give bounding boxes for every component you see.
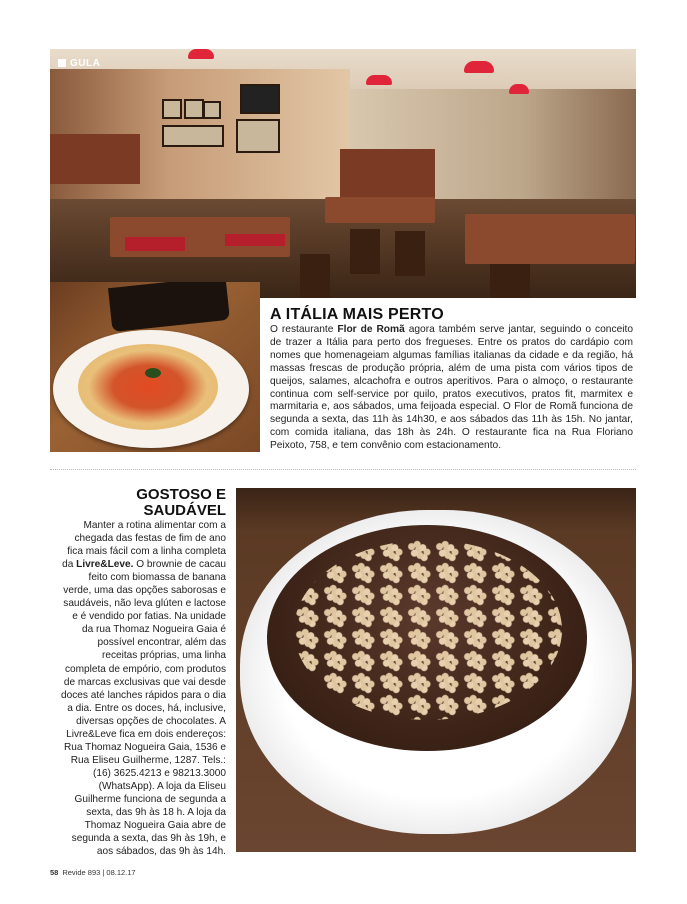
section-label <box>58 57 100 69</box>
ceiling-lamp <box>366 75 392 85</box>
wall-picture <box>184 99 204 119</box>
brownie-cake-photo <box>236 488 636 852</box>
restaurant-name: Flor de Romã <box>337 324 405 335</box>
section-square-icon <box>58 59 66 67</box>
table-runner <box>125 237 185 251</box>
article-intro: O restaurante <box>270 324 338 335</box>
wooden-cabinet <box>50 134 140 184</box>
pasta-dish-photo <box>50 282 260 452</box>
wall-picture <box>203 101 221 119</box>
tv-screen <box>240 84 280 114</box>
restaurant-interior-photo <box>50 49 636 298</box>
ceiling-lamp <box>464 61 494 73</box>
section-divider <box>50 469 636 470</box>
wall-picture <box>236 119 280 153</box>
article-text: agora também serve jantar, seguindo o conceito de trazer a Itália para perto dos fregueses. Entre os pratos do cardápio com nomes que homenageiam algumas famílias italianas da cidade e da região, há massas frescas de produção própria, além de uma pista com vários tipos de queijos, salames, alcachofra e outros aperitivos. Para o almoço, o restaurante continua com self-service por quilo, pratos executivos, pratos fit, marmitex e marmitaria e, aos sábados, uma feijoada especial. O Flor de Romã funciona de segunda a sexta, das 11h às 14h30, e aos sábados das 11h às 15h. No jantar, com comida italiana, das 18h às 24h. O restaurante fica na Rua Floriano Peixoto, 758, e tem convênio com estacionamento. <box>270 324 633 452</box>
dining-table <box>325 197 435 223</box>
article-body <box>60 519 226 858</box>
article-intro: Manter a rotina alimentar com a chegada das festas de fim de ano fica mais fácil com a linha completa da <box>62 520 226 571</box>
page-footer <box>50 868 136 877</box>
article-title <box>70 487 226 519</box>
wall-picture <box>162 99 182 119</box>
chair <box>395 231 425 276</box>
chair <box>350 229 380 274</box>
section-label-text: GULA <box>70 57 101 69</box>
ceiling-lamp <box>188 49 214 59</box>
wall-picture <box>162 125 224 147</box>
dining-table <box>465 214 635 264</box>
basil-leaf <box>145 368 161 378</box>
title-line: GOSTOSO E <box>136 486 226 503</box>
publication-info: Revide 893 | 08.12.17 <box>62 868 136 877</box>
pasta-with-sauce <box>78 344 218 430</box>
table-runner <box>225 234 285 246</box>
title-line: SAUDÁVEL <box>143 502 226 519</box>
almond-topping <box>294 540 562 720</box>
ceiling-lamp <box>509 84 529 94</box>
article-text: O brownie de cacau feito com biomassa de banana verde, uma das opções saborosas e saudáveis, não leva glúten e lactose e é vendido por fatias. Na unidade da rua Thomaz Nogueira Gaia é possível encontrar, além das receitas próprias, uma linha completa de empório, com produtos de marcas exclusivas que vai desde doces até lanches rápidos para o dia a dia. Entre os doces, há, inclusive, diversas opções de chocolates. A Livre&Leve fica em dois endereços: Rua Thomaz Nogueira Gaia, 1536 e Rua Eliseu Guilherme, 1287. Tels.: (16) 3625.4213 e 98213.3000 (WhatsApp). A loja da Eliseu Guilherme funciona de segunda a sexta, das 9h às 18 h. A loja da Thomaz Nogueira Gaia abre de segunda a sexta, das 9h às 19h, e aos sábados, das 9h às 14h. <box>61 559 226 858</box>
page-number: 58 <box>50 868 59 877</box>
brand-name: Livre&Leve. <box>76 559 134 571</box>
article-body <box>270 324 633 453</box>
wine-bottle <box>108 282 230 332</box>
chair <box>490 264 530 298</box>
chair <box>300 254 330 298</box>
article-title: A ITÁLIA MAIS PERTO <box>270 306 444 323</box>
bar-counter <box>340 149 435 199</box>
